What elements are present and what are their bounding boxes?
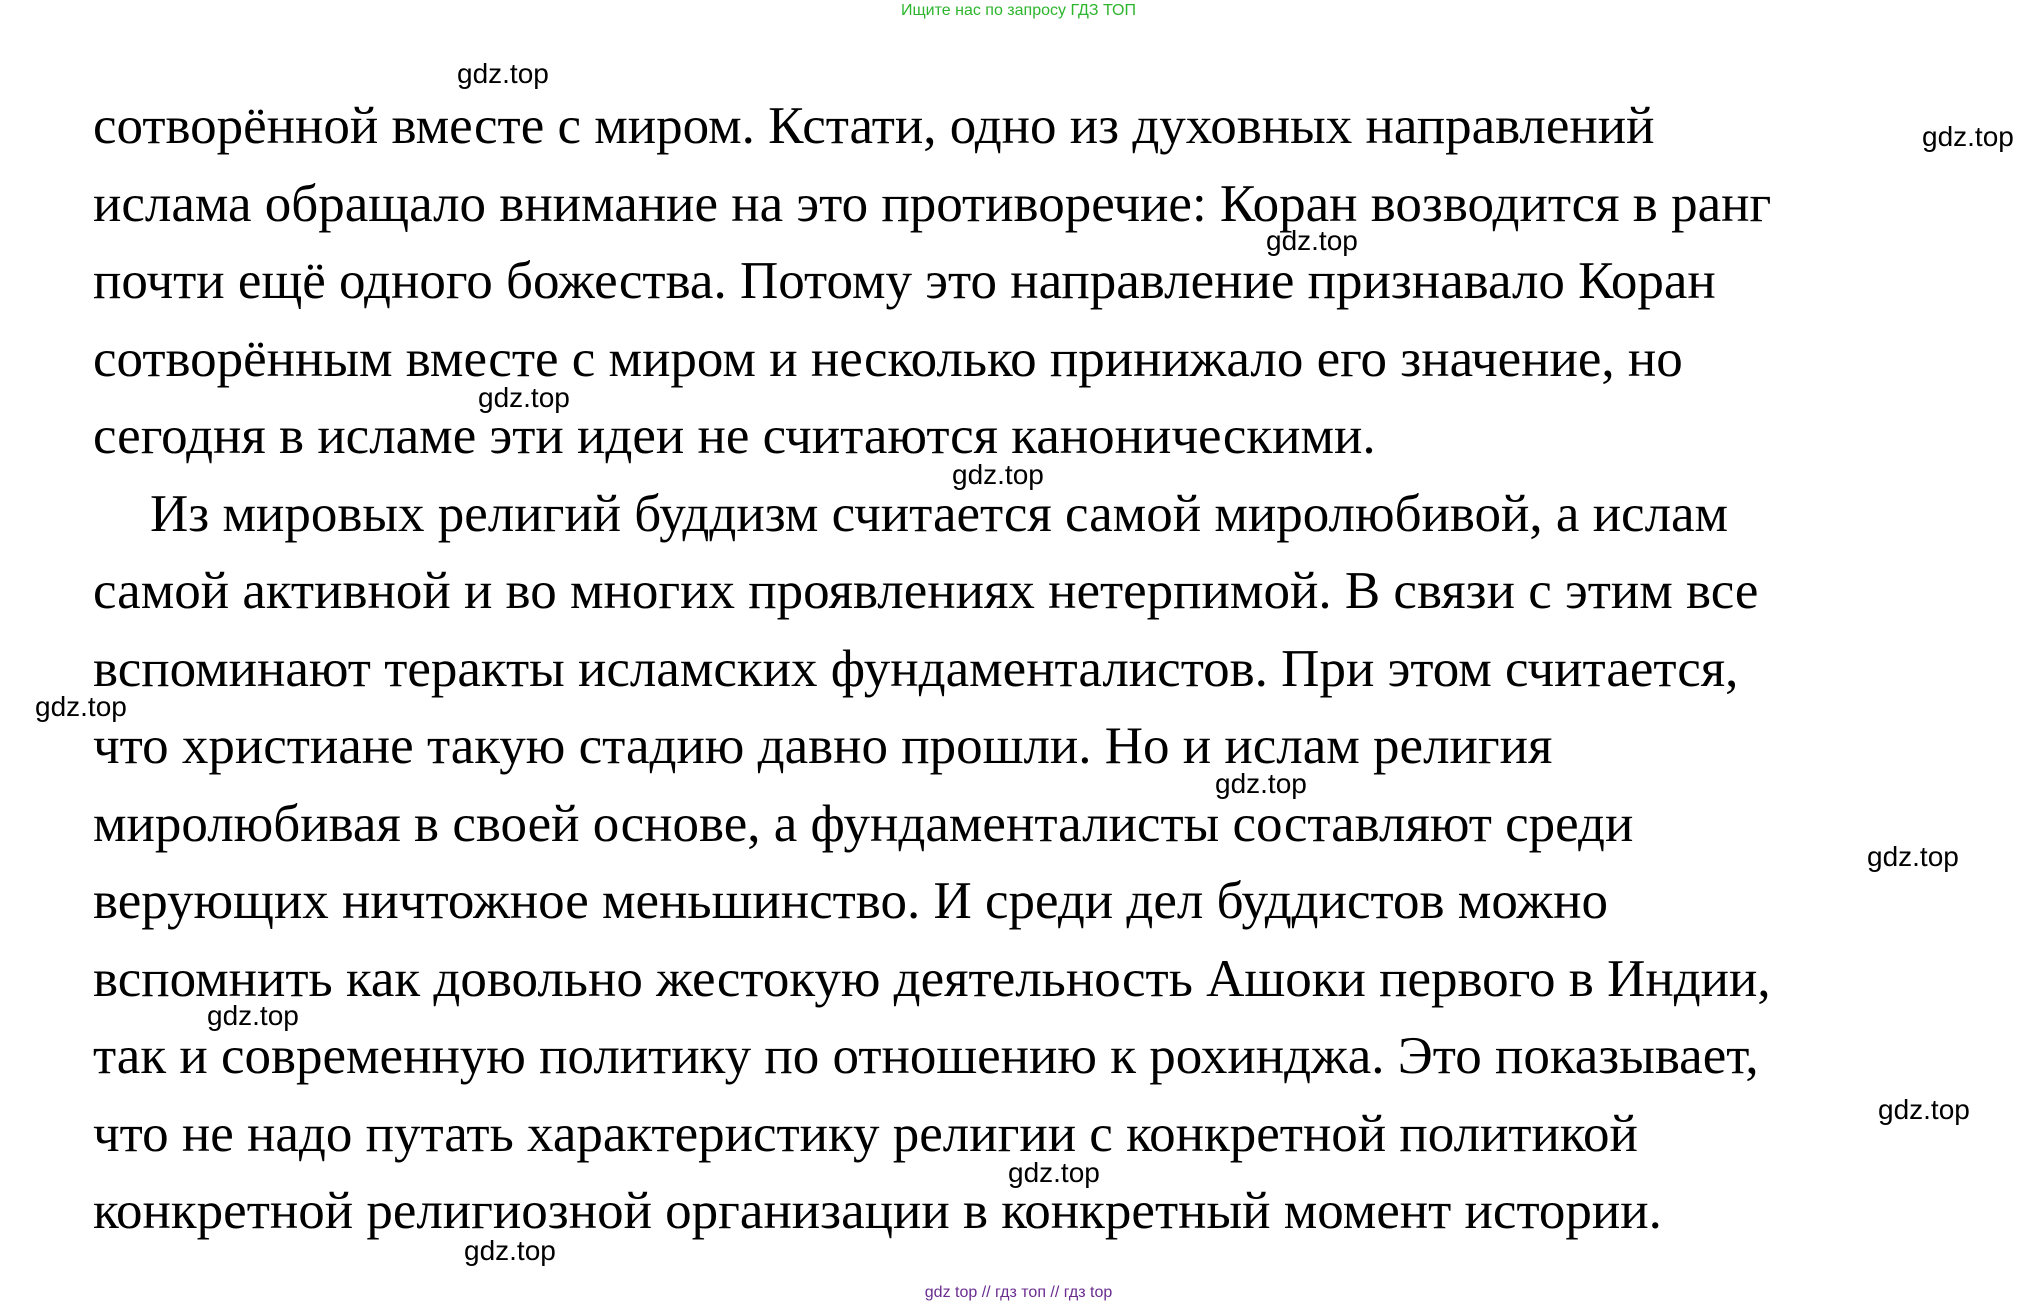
text-line: миролюбивая в своей основе, а фундаменталисты составляют среди [93,794,1634,853]
text-line: сотворённым вместе с миром и несколько принижало его значение, но [93,329,1683,388]
watermark: gdz.top [1922,121,2014,152]
watermark: gdz.top [1008,1157,1100,1188]
text-line: что христиане такую стадию давно прошли. Но и ислам религия [93,717,1553,775]
text-line: что не надо путать характеристику религии с конкретной политикой [93,1104,1638,1163]
text-line: сегодня в исламе эти идеи не считаются каноническими. [93,407,1376,465]
text-line: конкретной религиозной организации в конкретный момент истории. [93,1182,1662,1240]
text-line: так и современную политику по отношению к рохинджа. Это показывает, [93,1027,1759,1085]
watermark: gdz.top [1878,1094,1970,1125]
watermark: gdz.top [35,691,127,722]
text-line: верующих ничтожное меньшинство. И среди дел буддистов можно [93,872,1608,930]
top-banner: Ищите нас по запросу ГДЗ ТОП [901,2,1136,19]
watermark: gdz.top [457,58,549,89]
watermark: gdz.top [952,459,1044,490]
watermark: gdz.top [464,1235,556,1266]
text-line: сотворённой вместе с миром. Кстати, одно из духовных направлений [93,97,1655,155]
bottom-banner: gdz top // гдз топ // гдз top [924,1284,1113,1301]
text-line: вспомнить как довольно жестокую деятельность Ашоки первого в Индии, [93,949,1771,1008]
watermark: gdz.top [207,1000,299,1031]
watermark: gdz.top [1266,225,1358,256]
watermark: gdz.top [1215,768,1307,799]
watermark: gdz.top [1867,841,1959,872]
text-line: почти ещё одного божества. Потому это направление признавало Коран [93,252,1716,310]
text-line: вспоминают теракты исламских фундаменталистов. При этом считается, [93,639,1739,698]
main-text [93,88,2023,1251]
text-line: ислама обращало внимание на это противоречие: Коран возводится в ранг [93,174,1772,233]
paragraph-start-line: Из мировых религий буддизм считается самой миролюбивой, а ислам [150,484,1729,543]
text-line: самой активной и во многих проявлениях нетерпимой. В связи с этим все [93,562,1759,620]
watermark: gdz.top [478,382,570,413]
